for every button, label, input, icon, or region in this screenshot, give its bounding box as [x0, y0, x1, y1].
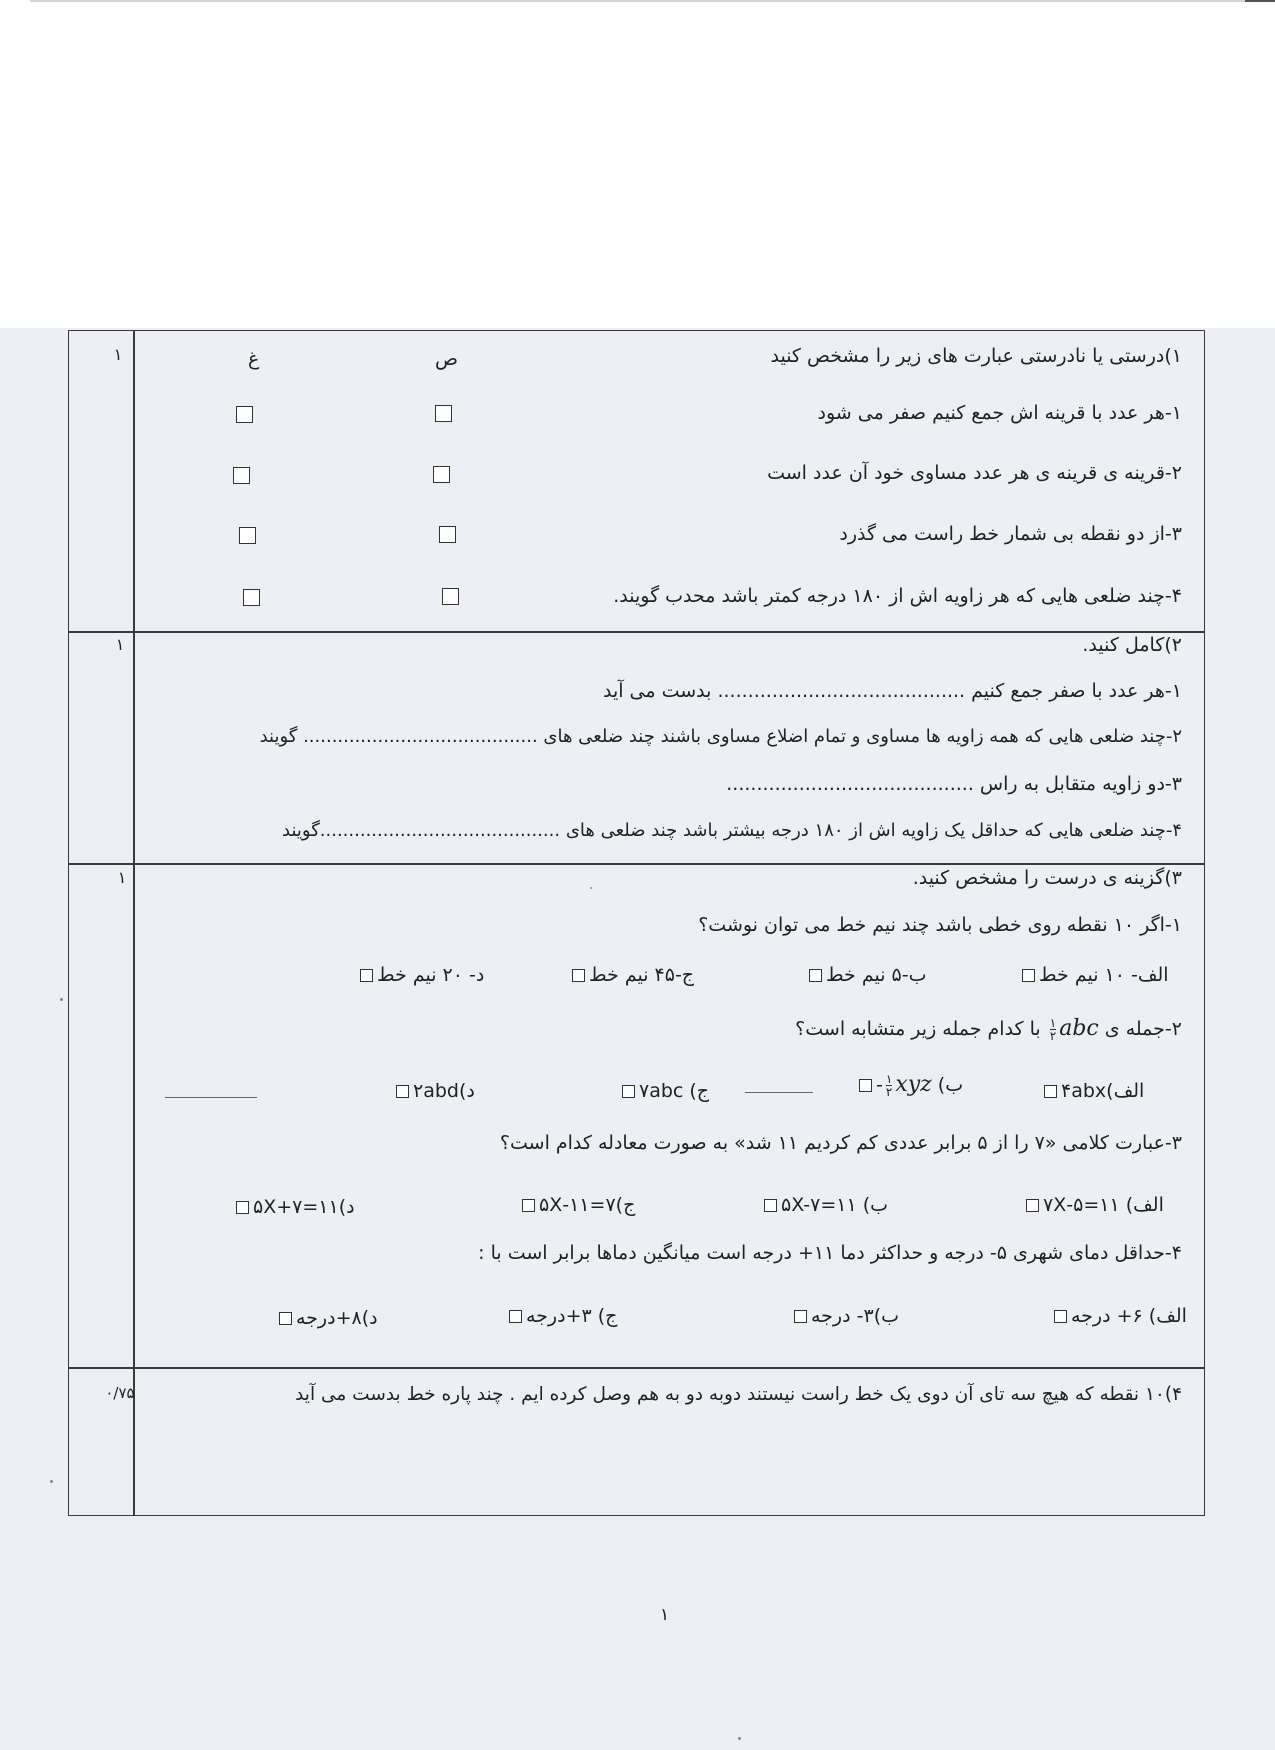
- q2-item-4: ۴-چند ضلعی هایی که حداقل یک زاویه اش از ۱۸۰ درجه بیشتر باشد چند ضلعی های ..........................................گویند: [282, 820, 1182, 841]
- q1-score: ۱: [113, 345, 123, 364]
- scan-speck: [590, 887, 592, 889]
- q2-item-1: ۱-هر عدد با صفر جمع کنیم ......................................... بدست می آید: [602, 680, 1182, 702]
- q1-item-2: ۲-قرینه ی قرینه ی هر عدد مساوی خود آن عدد است: [767, 462, 1182, 484]
- top-edge-line: [30, 0, 1275, 2]
- q3-sub1-option-b[interactable]: [805, 962, 927, 988]
- q3-sub2-option-a-label: الف)۴abx: [1061, 1080, 1145, 1102]
- score-column-divider: [133, 331, 135, 1515]
- q3-sub2-option-b-checkbox[interactable]: [859, 1079, 872, 1092]
- scan-speck: [738, 1737, 741, 1740]
- q1-item-1-true-checkbox[interactable]: [435, 405, 452, 422]
- fraction-numerator: ۱: [885, 1072, 893, 1086]
- q2-item-2: ۲-چند ضلعی هایی که همه زاویه ها مساوی و تمام اضلاع مساوی باشند چند ضلعی های ......................................... گویند: [259, 726, 1182, 747]
- q2-title: ۲)کامل کنید.: [1082, 634, 1182, 656]
- q3-sub4-option-b-label: ب)۳- درجه: [811, 1305, 899, 1327]
- q3-sub2-option-c[interactable]: [618, 1078, 709, 1104]
- q1-item-1: ۱-هر عدد با قرینه اش جمع کنیم صفر می شود: [817, 402, 1182, 424]
- q3-sub4-option-c[interactable]: [505, 1303, 617, 1329]
- q3-sub2-expression: abc: [1059, 1016, 1099, 1041]
- fraction-denominator: ۲: [1049, 1029, 1057, 1043]
- q1-column-false: غ: [248, 348, 260, 370]
- q3-sub4-option-c-label: ج) ۳+درجه: [526, 1305, 618, 1327]
- answer-line: [165, 1097, 257, 1098]
- q3-sub3-option-c-label: ج)۷=۱۱-۵X: [539, 1194, 636, 1216]
- q3-sub1-option-b-label: ب-۵ نیم خط: [826, 964, 927, 986]
- q3-sub2-question-suffix: با کدام جمله زیر متشابه است؟: [795, 1018, 1041, 1040]
- scan-speck: [50, 1480, 53, 1483]
- q3-sub3-option-a[interactable]: [1022, 1192, 1164, 1218]
- scan-speck: [60, 998, 63, 1001]
- q1-item-2-false-checkbox[interactable]: [233, 467, 250, 484]
- q3-sub4-option-a-label: الف) ۶+ درجه: [1071, 1305, 1187, 1327]
- q2-score: ۱: [115, 635, 125, 654]
- q3-sub4-option-d-label: د)۸+درجه: [296, 1307, 378, 1329]
- q3-sub4-option-b-checkbox[interactable]: [794, 1310, 807, 1323]
- q3-sub2-option-b-sign: -: [876, 1074, 883, 1096]
- q3-sub1-option-c-checkbox[interactable]: [572, 969, 585, 982]
- q3-sub1-option-a-checkbox[interactable]: [1022, 969, 1035, 982]
- q3-sub3-option-a-checkbox[interactable]: [1026, 1199, 1039, 1212]
- q3-sub3-option-d[interactable]: [232, 1194, 355, 1220]
- q3-sub4-option-a[interactable]: [1050, 1303, 1187, 1329]
- q3-sub2-option-a[interactable]: [1040, 1078, 1144, 1104]
- q3-sub2-option-b-expression: xyz: [895, 1072, 932, 1097]
- q3-sub1-option-c-label: ج-۴۵ نیم خط: [589, 964, 695, 986]
- q3-sub1-option-d-label: د- ۲۰ نیم خط: [377, 964, 485, 986]
- top-edge-mark: [1245, 0, 1275, 2]
- fraction-numerator: ۱: [1049, 1016, 1057, 1030]
- q1-item-1-false-checkbox[interactable]: [236, 406, 253, 423]
- q1-item-4-true-checkbox[interactable]: [442, 588, 459, 605]
- q1-item-3-false-checkbox[interactable]: [239, 527, 256, 544]
- q3-sub2-option-b-fraction: [886, 1073, 892, 1098]
- q3-sub1-option-c[interactable]: [568, 962, 694, 988]
- q1-item-4: ۴-چند ضلعی هایی که هر زاویه اش از ۱۸۰ درجه کمتر باشد محدب گویند.: [613, 585, 1182, 607]
- q3-sub1-option-a-label: الف- ۱۰ نیم خط: [1039, 964, 1169, 986]
- q3-sub4-option-d-checkbox[interactable]: [279, 1312, 292, 1325]
- q3-sub3-option-c-checkbox[interactable]: [522, 1199, 535, 1212]
- q3-sub2-question: [795, 1016, 1182, 1042]
- q1-item-2-true-checkbox[interactable]: [433, 466, 450, 483]
- q3-sub1-option-d[interactable]: [356, 962, 484, 988]
- q3-sub1-option-b-checkbox[interactable]: [809, 969, 822, 982]
- q4-question: ۴)۱۰ نقطه که هیچ سه تای آن دوی یک خط راست نیستند دوبه دو به هم وصل کرده ایم . چند پاره خط بدست می آید: [295, 1384, 1182, 1405]
- q3-sub2-option-c-checkbox[interactable]: [622, 1085, 635, 1098]
- q3-sub4-option-d[interactable]: [275, 1305, 378, 1331]
- q3-sub2-option-c-label: ج) ۷abc: [639, 1080, 710, 1102]
- q3-sub2-option-b-label: ب): [937, 1074, 964, 1096]
- page-number: ۱: [660, 1605, 670, 1625]
- option-divider: [745, 1092, 813, 1093]
- q3-sub3-option-b-label: ب) ۱۱=۵X-۷: [781, 1194, 889, 1216]
- q3-sub4-option-a-checkbox[interactable]: [1054, 1310, 1067, 1323]
- fraction-denominator: ۲: [885, 1085, 893, 1099]
- q3-title: ۳)گزینه ی درست را مشخص کنید.: [912, 867, 1182, 889]
- q1-column-true: ص: [435, 348, 458, 370]
- q1-item-4-false-checkbox[interactable]: [243, 589, 260, 606]
- q3-sub2-option-d-checkbox[interactable]: [396, 1085, 409, 1098]
- q3-sub2-option-b[interactable]: [855, 1072, 963, 1098]
- q3-score: ۱: [117, 868, 127, 887]
- q3-sub2-option-a-checkbox[interactable]: [1044, 1085, 1057, 1098]
- q3-sub1-option-d-checkbox[interactable]: [360, 969, 373, 982]
- q3-sub2-option-d-label: د)۲abd: [413, 1080, 475, 1102]
- q3-sub3-option-d-label: د)۵X+۷=۱۱: [253, 1196, 355, 1218]
- q3-sub2-question-prefix: ۲-جمله ی: [1104, 1018, 1182, 1040]
- row-divider-1: [69, 631, 1204, 633]
- q1-item-3: ۳-از دو نقطه بی شمار خط راست می گذرد: [839, 523, 1182, 545]
- q3-sub4-question: ۴-حداقل دمای شهری ۵- درجه و حداکثر دما ۱۱+ درجه است میانگین دماها برابر است با :: [478, 1242, 1182, 1264]
- q3-sub4-option-b[interactable]: [790, 1303, 899, 1329]
- q3-sub1-option-a[interactable]: [1018, 962, 1169, 988]
- q3-sub3-option-c[interactable]: [518, 1192, 635, 1218]
- q3-sub3-option-d-checkbox[interactable]: [236, 1201, 249, 1214]
- q3-sub4-option-c-checkbox[interactable]: [509, 1310, 522, 1323]
- q3-sub3-option-b[interactable]: [760, 1192, 888, 1218]
- q4-score: ۰/۷۵: [105, 1384, 135, 1402]
- q3-sub3-question: ۳-عبارت کلامی «۷ را از ۵ برابر عددی کم کردیم ۱۱ شد» به صورت معادله کدام است؟: [499, 1132, 1182, 1154]
- row-divider-3: [69, 1367, 1204, 1369]
- q3-sub3-option-b-checkbox[interactable]: [764, 1199, 777, 1212]
- q3-sub2-fraction: [1050, 1017, 1056, 1042]
- q1-item-3-true-checkbox[interactable]: [439, 526, 456, 543]
- q1-title: ۱)درستی یا نادرستی عبارت های زیر را مشخص کنید: [770, 345, 1182, 367]
- q3-sub2-option-d[interactable]: [392, 1078, 475, 1104]
- q3-sub1-question: ۱-اگر ۱۰ نقطه روی خطی باشد چند نیم خط می توان نوشت؟: [698, 914, 1182, 936]
- q3-sub3-option-a-label: الف) ۱۱=۵-۷X: [1043, 1194, 1164, 1216]
- q2-item-3: ۳-دو زاویه متقابل به راس .........................................: [726, 773, 1182, 795]
